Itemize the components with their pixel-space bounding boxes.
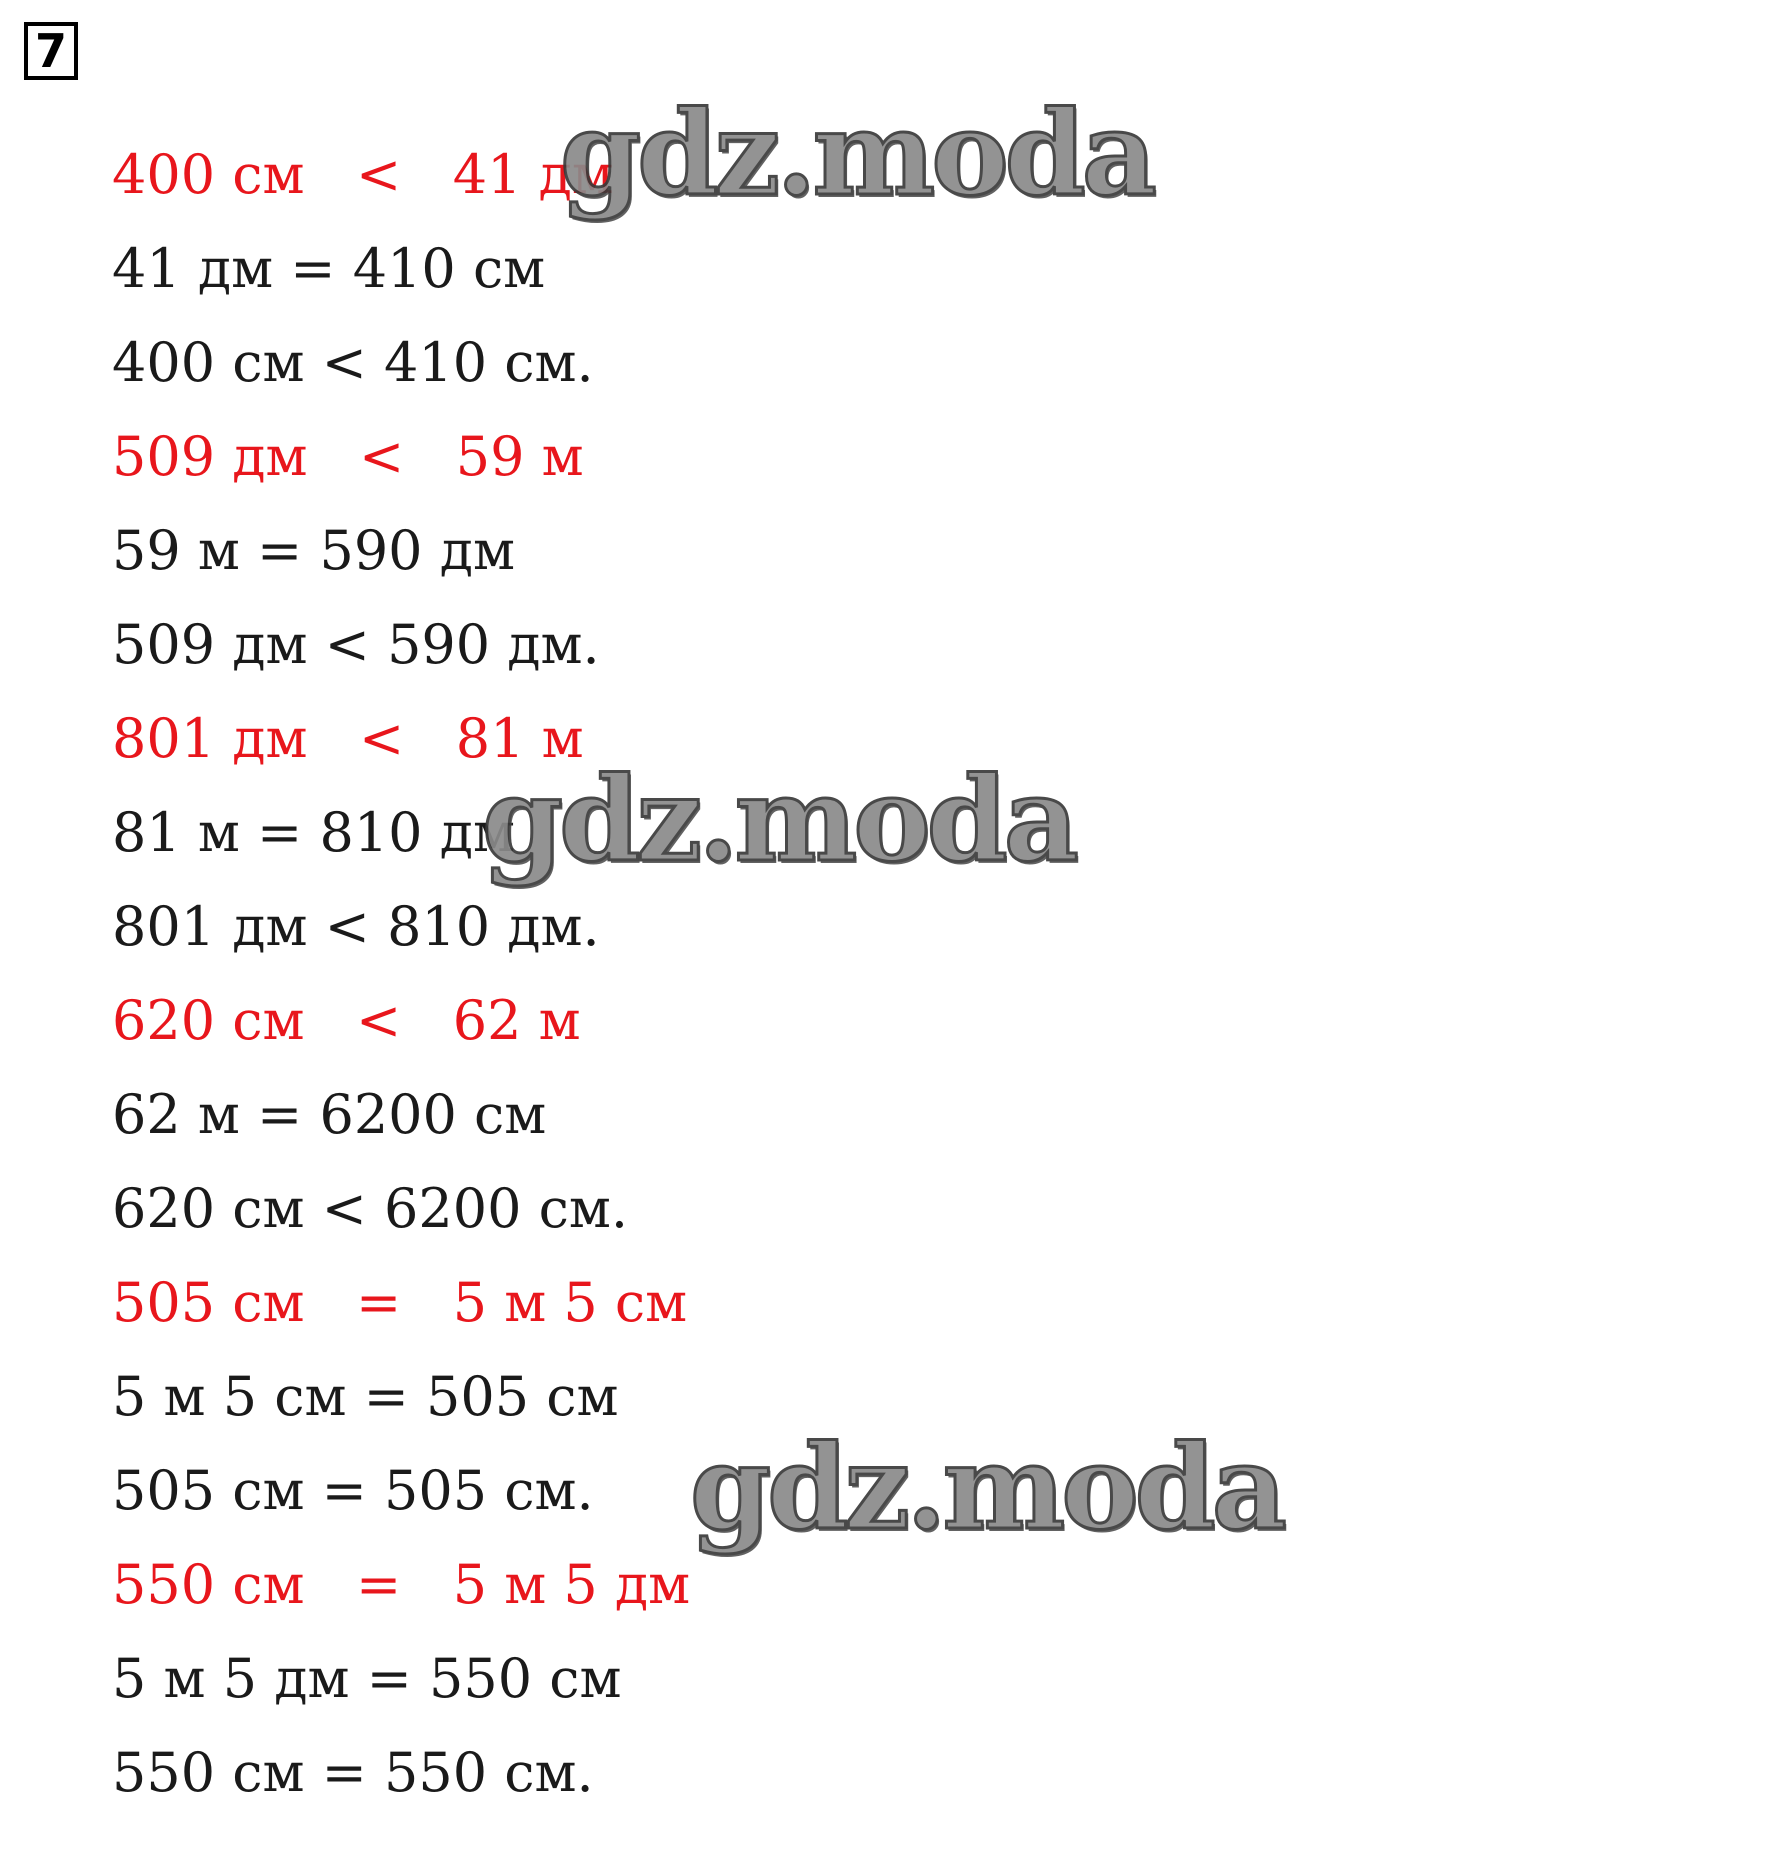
- solution-line: 62 м = 6200 см: [112, 1083, 547, 1146]
- solution-line: 801 дм < 810 дм.: [112, 895, 600, 958]
- solution-line: 59 м = 590 дм: [112, 519, 515, 582]
- solution-line: 509 дм < 59 м: [112, 425, 584, 488]
- watermark: gdz.moda: [690, 1420, 1283, 1556]
- solution-line: 620 см < 62 м: [112, 989, 581, 1052]
- task-number: 7: [34, 24, 67, 78]
- watermark: gdz.moda: [482, 752, 1075, 888]
- solution-line: 81 м = 810 дм: [112, 801, 515, 864]
- solution-line: 801 дм < 81 м: [112, 707, 584, 770]
- solution-line: 505 см = 505 см.: [112, 1459, 594, 1522]
- solution-line: 505 см = 5 м 5 см: [112, 1271, 688, 1334]
- solution-line: 400 см < 410 см.: [112, 331, 594, 394]
- task-number-box: [24, 22, 78, 80]
- solution-line: 550 см = 550 см.: [112, 1741, 594, 1804]
- solution-line: 509 дм < 590 дм.: [112, 613, 600, 676]
- solution-line: 550 см = 5 м 5 дм: [112, 1553, 691, 1616]
- solution-line: 41 дм = 410 см: [112, 237, 546, 300]
- solution-line: 5 м 5 дм = 550 см: [112, 1647, 622, 1710]
- watermark: gdz.moda: [560, 86, 1153, 222]
- solution-line: 5 м 5 см = 505 см: [112, 1365, 619, 1428]
- solution-lines: [112, 135, 690, 1827]
- solution-line: 400 см < 41 дм: [112, 143, 614, 206]
- solution-line: 620 см < 6200 см.: [112, 1177, 629, 1240]
